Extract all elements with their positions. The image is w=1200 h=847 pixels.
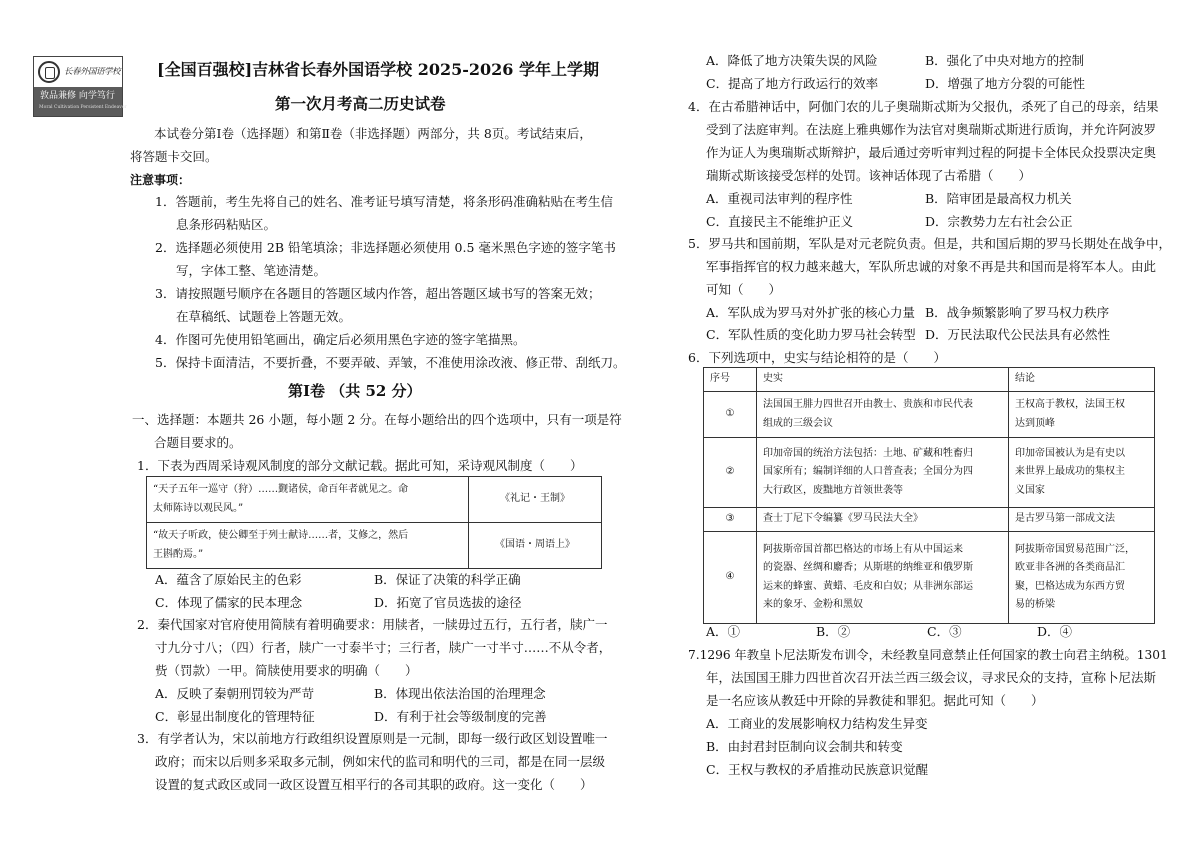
- notice-label: 注意事项：: [130, 173, 191, 187]
- q6-stem: 6．下列选项中，史实与结论相符的是（ ）: [688, 350, 946, 365]
- q1-row2-text2: 王斟酌焉。”: [153, 548, 204, 560]
- exam-title-line2: 第一次月考高二历史试卷: [275, 94, 446, 113]
- q6-row-fact: [757, 392, 1009, 438]
- notice-3-line2: 在草稿纸、试题卷上答题无效。: [176, 309, 352, 324]
- q2-option-a[interactable]: A．反映了秦朝刑罚较为严苛: [155, 686, 315, 701]
- q6-row2-concl-line3: 义国家: [1015, 484, 1045, 496]
- q6-header-conclusion: 结论: [1009, 368, 1155, 392]
- q6-row-conclusion: [1009, 532, 1155, 624]
- q6-header-no: 序号: [704, 368, 757, 392]
- q3-line2: 政府；而宋以后则多采取多元制，例如宋代的监司和明代的三司，都是在同一层级: [155, 754, 606, 769]
- q2-option-c[interactable]: C．彰显出制度化的管理特征: [155, 709, 315, 724]
- q4-line2: 受到了法庭审判。在法庭上雅典娜作为法官对奥瑞斯忒斯进行质询，并允许阿波罗: [706, 122, 1157, 137]
- q1-table-source: 《国语・周语上》: [469, 523, 602, 569]
- q7-option-b[interactable]: B．由封君封臣制向议会制共和转变: [706, 739, 903, 754]
- q6-row2-concl-line2: 来世界上最成功的集权主: [1015, 466, 1125, 478]
- q6-header-fact: 史实: [757, 368, 1009, 392]
- q5-option-d[interactable]: D．万民法取代公民法具有必然性: [925, 327, 1111, 342]
- q1-table-text: [147, 477, 469, 523]
- section1-desc-line2: 合题目要求的。: [154, 435, 242, 450]
- q6-option-d[interactable]: D．④: [1037, 624, 1073, 639]
- right-column: [600, 0, 1200, 847]
- q6-row4-fact-line3: 运来的蜂蜜、黄蜡、毛皮和白奴；从非洲东部运: [763, 580, 973, 592]
- notice-2-line2: 写，字体工整、笔迹清楚。: [176, 263, 327, 278]
- q3-option-d[interactable]: D．增强了地方分裂的可能性: [925, 76, 1086, 91]
- q5-line3: 可知（ ）: [706, 282, 782, 297]
- q2-line1: 2．秦代国家对官府使用简牍有着明确要求：用牍者，一牍毋过五行，五行者，牍广一: [137, 617, 608, 632]
- q3-option-b[interactable]: B．强化了中央对地方的控制: [925, 53, 1085, 68]
- q6-row4-concl-line2: 欧亚非各洲的各类商品汇: [1015, 562, 1125, 573]
- logo-motto-en: Moral Cultivation Persistent Endeavor: [39, 105, 127, 110]
- q6-row4-concl-line3: 聚，巴格达成为东西方贸: [1015, 580, 1125, 592]
- table-row: [704, 438, 1155, 508]
- section1-title: 第Ⅰ卷 （共 52 分）: [288, 382, 422, 400]
- q6-row4-fact-line1: 阿拔斯帝国首都巴格达的市场上有从中国运来: [763, 543, 963, 555]
- q6-row-fact: [757, 532, 1009, 624]
- q6-row1-concl-line1: 王权高于教权，法国王权: [1015, 399, 1125, 410]
- q6-row2-fact-line1: 印加帝国的统治方法包括：土地、矿藏和牲畜归: [763, 447, 973, 459]
- q2-line2: 寸九分寸八；（四）行者，牍广一寸泰半寸；三行者，牍广一寸半寸……不从令者，: [155, 640, 612, 655]
- q4-option-a[interactable]: A．重视司法审判的程序性: [706, 191, 853, 206]
- q6-option-b[interactable]: B．②: [816, 624, 851, 639]
- notice-5: 5．保持卡面清洁，不要折叠，不要弄破、弄皱，不准使用涂改液、修正带、刮纸刀。: [155, 355, 626, 370]
- table-row: [704, 392, 1155, 438]
- q4-option-b[interactable]: B．陪审团是最高权力机关: [925, 191, 1072, 206]
- table-row: [704, 532, 1155, 624]
- q6-row-no: ①: [704, 392, 757, 438]
- q4-line4: 瑞斯忒斯该接受怎样的处罚。该神话体现了古希腊（ ）: [706, 168, 1032, 183]
- exam-title-line1: [全国百强校]吉林省长春外国语学校 2025-2026 学年上学期: [157, 60, 599, 79]
- q5-option-b[interactable]: B．战争频繁影响了罗马权力秩序: [925, 305, 1110, 320]
- q3-option-a[interactable]: A．降低了地方决策失误的风险: [706, 53, 878, 68]
- notice-3-line1: 3．请按照题号顺序在各题目的答题区域内作答，超出答题区域书写的答案无效；: [155, 286, 601, 301]
- q6-option-a[interactable]: A．①: [706, 624, 741, 639]
- q6-row-no: ③: [704, 508, 757, 532]
- q6-table: [703, 367, 1155, 624]
- section1-desc-line1: 一、选择题：本题共 26 小题，每小题 2 分。在每小题给出的四个选项中，只有一项是符: [132, 412, 622, 427]
- q1-table: [146, 476, 602, 569]
- logo-school-name: 长春外国语学校: [64, 66, 121, 77]
- logo-motto: 敦品兼修 向学笃行: [40, 91, 115, 101]
- notice-1-line2: 息条形码粘贴区。: [176, 217, 277, 232]
- q6-row4-fact-line2: 的瓷器、丝绸和麝香；从斯堪的纳维亚和俄罗斯: [763, 562, 973, 573]
- q3-line3: 设置的复式政区或同一政区设置互相平行的各司其职的政府。这一变化（ ）: [155, 777, 593, 792]
- q6-row4-concl-line4: 易的桥梁: [1015, 599, 1055, 610]
- q1-table-text: [147, 523, 469, 569]
- q4-option-c[interactable]: C．直接民主不能维护正义: [706, 214, 854, 229]
- q6-row4-fact-line4: 来的象牙、金粉和黑奴: [763, 599, 863, 610]
- q1-row1-text2: 太师陈诗以观民风。”: [153, 502, 244, 514]
- q2-option-d[interactable]: D．有利于社会等级制度的完善: [374, 709, 547, 724]
- intro-line1: 本试卷分第Ⅰ卷（选择题）和第Ⅱ卷（非选择题）两部分，共 8页。考试结束后，: [154, 126, 592, 141]
- q6-row4-concl-line1: 阿拔斯帝国贸易范围广泛，: [1015, 543, 1135, 555]
- q6-row1-fact-line2: 组成的三级会议: [763, 417, 833, 429]
- q6-row-fact: [757, 438, 1009, 508]
- q6-row3-fact: 查士丁尼下令编纂《罗马民法大全》: [757, 508, 1009, 532]
- q6-row-no: ②: [704, 438, 757, 508]
- q6-row1-concl-line2: 达到顶峰: [1015, 417, 1055, 429]
- q5-option-c[interactable]: C．军队性质的变化助力罗马社会转型: [706, 327, 916, 342]
- q6-row3-conclusion: 是古罗马第一部成文法: [1009, 508, 1155, 532]
- q6-row2-fact-line3: 大行政区，废黜地方首领世袭等: [763, 484, 903, 496]
- q6-row-conclusion: [1009, 392, 1155, 438]
- q4-line1: 4．在古希腊神话中，阿伽门农的儿子奥瑞斯忒斯为父报仇，杀死了自己的母亲，结果: [688, 99, 1159, 114]
- q7-option-c[interactable]: C．王权与教权的矛盾推动民族意识觉醒: [706, 762, 929, 777]
- q6-row1-fact-line1: 法国国王腓力四世召开由教士、贵族和市民代表: [763, 399, 973, 410]
- table-header-row: [704, 368, 1155, 392]
- table-row: [147, 477, 602, 523]
- q1-option-c[interactable]: C．体现了儒家的民本理念: [155, 595, 303, 610]
- q7-option-a[interactable]: A．工商业的发展影响权力结构发生异变: [706, 716, 928, 731]
- intro-line2: 将答题卡交回。: [130, 149, 218, 164]
- q1-row2-text1: “故天子听政，使公卿至于列士献诗……者，艾修之，然后: [153, 530, 409, 541]
- q2-option-b[interactable]: B．体现出依法治国的治理理念: [374, 686, 546, 701]
- notice-2-line1: 2．选择题必须使用 2B 铅笔填涂；非选择题必须使用 0.5 毫米黑色字迹的签字笔书: [155, 240, 616, 255]
- q7-line2: 年，法国国王腓力四世首次召开法兰西三级会议，寻求民众的支持，宣称卜尼法斯: [706, 670, 1157, 685]
- q4-line3: 作为证人为奥瑞斯忒斯辩护，最后通过旁听审判过程的阿提卡全体民众投票决定奥: [706, 145, 1157, 160]
- q5-line2: 军事指挥官的权力越来越大，军队所忠诚的对象不再是共和国而是将军本人。由此: [706, 259, 1157, 274]
- q1-option-b[interactable]: B．保证了决策的科学正确: [374, 572, 521, 587]
- q7-line3: 是一名应该从教廷中开除的异教徒和罪犯。据此可知（ ）: [706, 693, 1044, 708]
- q6-row2-fact-line2: 国家所有；编制详细的人口普查表；全国分为四: [763, 466, 973, 478]
- q6-row2-concl-line1: 印加帝国被认为是有史以: [1015, 447, 1125, 459]
- q1-table-source: 《礼记・王制》: [469, 477, 602, 523]
- school-emblem-icon: [38, 61, 60, 83]
- q6-option-c[interactable]: C．③: [927, 624, 962, 639]
- q3-option-c[interactable]: C．提高了地方行政运行的效率: [706, 76, 879, 91]
- q7-line1: 7.1296 年教皇卜尼法斯发布训令，未经教皇同意禁止任何国家的教士向君主纳税。1301: [688, 648, 1168, 662]
- notice-4: 4．作图可先使用铅笔画出，确定后必须用黑色字迹的签字笔描黑。: [155, 332, 526, 347]
- school-logo: [33, 56, 127, 117]
- q2-line3: 赀（罚款）一甲。简牍使用要求的明确（ ）: [155, 663, 418, 678]
- q1-option-d[interactable]: D．拓宽了官员选拔的途径: [374, 595, 522, 610]
- table-row: [147, 523, 602, 569]
- notice-1-line1: 1．答题前，考生先将自己的姓名、准考证号填写清楚，将条形码准确粘贴在考生信: [155, 194, 613, 209]
- q5-line1: 5．罗马共和国前期，军队是对元老院负责。但是，共和国后期的罗马长期处在战争中，: [688, 236, 1171, 251]
- q1-row1-text1: “天子五年一巡守（狩）……觐诸侯，命百年者就见之。命: [153, 484, 409, 495]
- q4-option-d[interactable]: D．宗教势力左右社会公正: [925, 214, 1073, 229]
- q1-stem: 1．下表为西周采诗观风制度的部分文献记载。据此可知，采诗观风制度（ ）: [137, 458, 583, 473]
- table-row: [704, 508, 1155, 532]
- q1-option-a[interactable]: A．蕴含了原始民主的色彩: [155, 572, 302, 587]
- q5-option-a[interactable]: A．军队成为罗马对外扩张的核心力量: [706, 305, 916, 320]
- q6-row-no: ④: [704, 532, 757, 624]
- q3-line1: 3．有学者认为，宋以前地方行政组织设置原则是一元制，即每一级行政区划设置唯一: [137, 731, 608, 746]
- q6-row-conclusion: [1009, 438, 1155, 508]
